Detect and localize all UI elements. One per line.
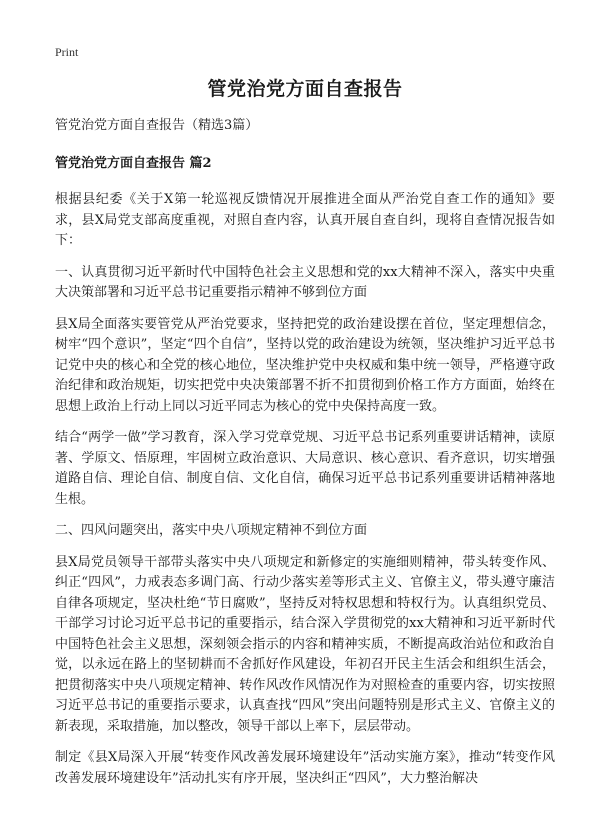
article-heading: 管党治党方面自查报告 篇2 bbox=[55, 156, 212, 171]
document-page bbox=[55, 76, 555, 800]
paragraph-body: 县X局全面落实要管党从严治党要求，坚持把党的政治建设摆在首位，坚定理想信念，树牢“四个意识”，坚定“四个自信”，坚持以党的政治建设为统领，坚决维护习近平总书记党中央的核心和全党的核心地位，坚决维护党中央权威和集中统一领导，严格遵守政治纪律和政治规矩，切实把党中央决策部署不折不扣贯彻到价格工作方方面面，始终在思想上政治上行动上同以习近平同志为核心的党中央保持高度一致。 bbox=[55, 316, 555, 414]
section-heading-1: 一、认真贯彻习近平新时代中国特色社会主义思想和党的xx大精神不深入，落实中央重大决策部署和习近平总书记重要指示精神不够到位方面 bbox=[55, 264, 555, 300]
print-link[interactable]: Print bbox=[55, 45, 79, 59]
paragraph-body: 县X局党员领导干部带头落实中央八项规定和新修定的实施细则精神，带头转变作风、纠正“四风”，力戒表态多调门高、行动少落实差等形式主义、官僚主义，带头遵守廉洁自律各项规定，坚决杜绝“节日腐败”，坚持反对特权思想和特权行为。认真组织党员、干部学习讨论习近平总书记的重要指示，结合深入学贯彻党的xx大精神和习近平新时代中国特色社会主义思想，深刻领会指示的内容和精神实质，不断提高政治站位和政治自觉，以永远在路上的坚韧耕而不舍抓好作风建设，年初召开民主生活会和组织生活会，把贯彻落实中央八项规定精神、转作风改作风情况作为对照检查的重要内容，切实按照习近平总书记的重要指示要求，认真查找“四风”突出问题特别是形式主义、官僚主义的新表现，采取措施，加以整改，领导干部以上率下，层层带动。 bbox=[55, 554, 555, 734]
section-heading-2: 二、四风问题突出，落实中央八项规定精神不到位方面 bbox=[55, 523, 368, 538]
page-title: 管党治党方面自查报告 bbox=[207, 78, 403, 100]
paragraph-body: 制定《县X局深入开展“转变作风改善发展环境建设年”活动实施方案》，推动“转变作风改善发展环境建设年”活动扎实有序开展，坚决纠正“四风”，大力整治解决 bbox=[55, 750, 555, 786]
paragraph-intro: 根据县纪委《关于X第一轮巡视反馈情况开展推进全面从严治党自查工作的通知》要求，县X局党支部高度重视，对照自查内容，认真开展自查自纠，现将自查情况报告如下： bbox=[55, 192, 555, 248]
paragraph-body: 结合“两学一做”学习教育，深入学习党章党规、习近平总书记系列重要讲话精神，读原著、学原文、悟原理，牢固树立政治意识、大局意识、核心意识、看齐意识，切实增强道路自信、理论自信、制度自信、文化自信，确保习近平总书记系列重要讲话精神落地生根。 bbox=[55, 430, 555, 507]
document-subtitle: 管党治党方面自查报告（精选3篇） bbox=[55, 118, 259, 133]
